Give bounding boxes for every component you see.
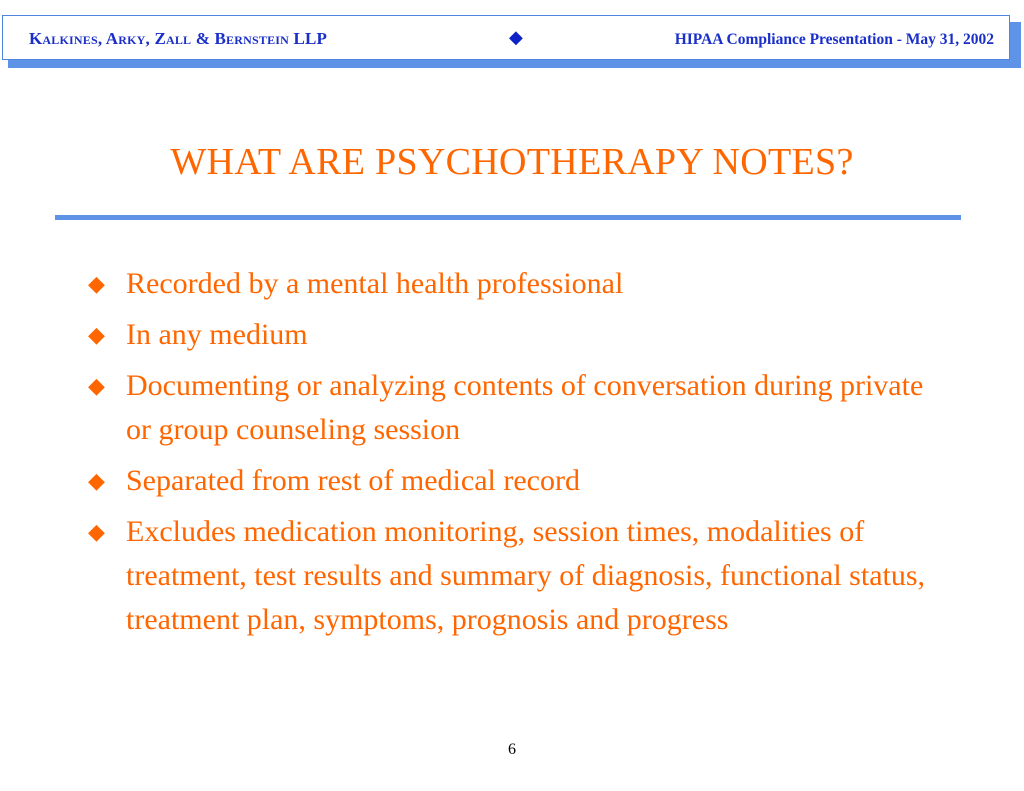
diamond-icon: ◆ xyxy=(88,373,105,398)
bullet-item xyxy=(88,364,938,452)
bullet-text: In any medium xyxy=(126,318,308,351)
diamond-icon: ◆ xyxy=(88,519,105,544)
diamond-icon: ◆ xyxy=(509,27,523,47)
bullet-text: Excludes medication monitoring, session times, modalities of treatment, test results and summary of diagnosis, functional status, treatment plan, symptoms, prognosis and progress xyxy=(126,515,926,636)
slide-header xyxy=(2,15,1010,60)
diamond-icon: ◆ xyxy=(88,271,105,296)
diamond-icon: ◆ xyxy=(88,468,105,493)
title-divider xyxy=(55,215,961,220)
bullet-list xyxy=(88,262,938,649)
presentation-info: HIPAA Compliance Presentation - May 31, 2002 xyxy=(674,31,994,48)
bullet-text: Recorded by a mental health professional xyxy=(126,267,624,300)
bullet-text: Documenting or analyzing contents of conversation during private or group counseling session xyxy=(126,369,924,446)
diamond-icon: ◆ xyxy=(88,322,105,347)
bullet-text: Separated from rest of medical record xyxy=(126,464,580,497)
bullet-item xyxy=(88,262,938,306)
bullet-item xyxy=(88,313,938,357)
firm-name: Kalkines, Arky, Zall & Bernstein LLP xyxy=(29,29,328,48)
page-number: 6 xyxy=(508,741,516,758)
bullet-item xyxy=(88,459,938,503)
slide-title: WHAT ARE PSYCHOTHERAPY NOTES? xyxy=(170,141,854,183)
bullet-item xyxy=(88,510,938,642)
